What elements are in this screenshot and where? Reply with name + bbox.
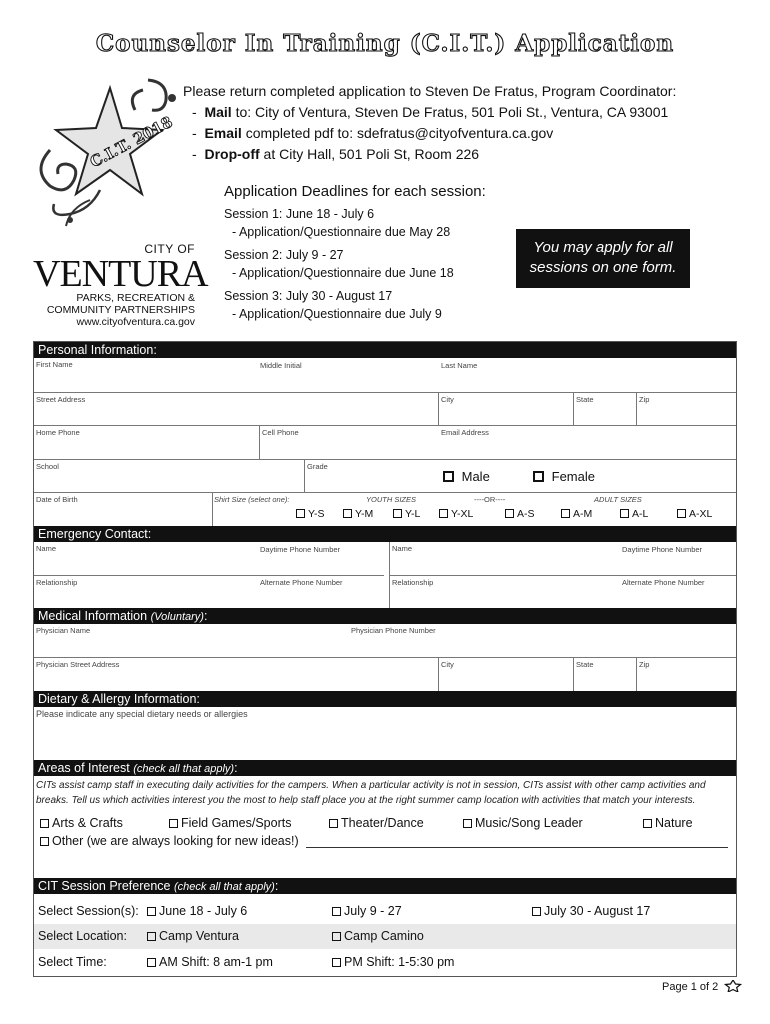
physician-phone-label: Physician Phone Number — [351, 626, 436, 635]
interests-note: (check all that apply) — [133, 763, 235, 775]
dietary-prompt: Please indicate any special dietary needs or allergies — [36, 709, 248, 719]
other-ideas-line[interactable] — [306, 847, 728, 848]
size-a-l-checkbox[interactable] — [620, 509, 629, 518]
mail-text: to: City of Ventura, Steven De Fratus, 501 Poli St., Ventura, CA 93001 — [231, 104, 669, 120]
zip-field[interactable] — [636, 392, 736, 425]
field-games-label: Field Games/Sports — [181, 816, 292, 830]
logo-city-of: CITY OF — [144, 242, 195, 256]
email-label-field: Email Address — [441, 428, 489, 437]
cit-title: CIT Session Preference — [38, 879, 171, 893]
page-number — [662, 980, 742, 993]
time-am-option[interactable] — [147, 955, 273, 969]
physician-zip-label: Zip — [639, 660, 650, 669]
interests-help-text: CITs assist camp staff in executing daily activities for the campers. When a particular activity is not in session, CITs assist with other camp activities and breaks. Tell us which activities interest you the most to help staff place you at the right summer camp location with activities that match your interests. — [36, 780, 706, 806]
size-y-l-label: Y-L — [405, 508, 421, 520]
relationship-label: Relationship — [36, 578, 78, 587]
return-heading: Please return completed application to Steven De Fratus, Program Coordinator: — [183, 83, 677, 99]
location-camino-label: Camp Camino — [344, 929, 424, 943]
cit-note: (check all that apply) — [173, 881, 275, 893]
size-a-m-label: A-M — [573, 508, 593, 520]
session-3-due: - Application/Questionnaire due July 9 — [232, 307, 442, 321]
dob-label: Date of Birth — [36, 495, 78, 504]
field-games-checkbox[interactable] — [169, 819, 178, 828]
location-camino-option[interactable] — [332, 929, 424, 943]
state-label: State — [576, 395, 594, 404]
size-a-l[interactable] — [620, 508, 648, 520]
first-name-label: First Name — [36, 360, 73, 369]
arts-crafts-checkbox[interactable] — [40, 819, 49, 828]
select-location-label: Select Location: — [38, 929, 127, 943]
time-am-label: AM Shift: 8 am-1 pm — [159, 955, 273, 969]
male-option[interactable] — [443, 469, 490, 484]
time-am-checkbox[interactable] — [147, 958, 156, 967]
interest-field-games[interactable] — [169, 816, 291, 830]
cell-phone-field[interactable] — [259, 425, 439, 459]
size-y-xl[interactable] — [439, 508, 473, 520]
deadlines-heading: Application Deadlines for each session: — [224, 183, 486, 200]
interest-other[interactable] — [40, 834, 299, 848]
size-y-xl-checkbox[interactable] — [439, 509, 448, 518]
adult-sizes-label: ADULT SIZES — [594, 495, 642, 504]
music-song-label: Music/Song Leader — [475, 816, 583, 830]
size-a-m-checkbox[interactable] — [561, 509, 570, 518]
session-july-checkbox[interactable] — [332, 907, 341, 916]
logo-url: www.cityofventura.ca.gov — [76, 316, 195, 328]
location-ventura-label: Camp Ventura — [159, 929, 239, 943]
interest-arts-crafts[interactable] — [40, 816, 123, 830]
dietary-section-header: Dietary & Allergy Information: — [34, 691, 736, 707]
medical-note: (Voluntary) — [150, 611, 204, 623]
session-2-due: - Application/Questionnaire due June 18 — [232, 266, 454, 280]
female-label: Female — [551, 469, 595, 484]
size-a-xl[interactable] — [677, 508, 712, 520]
email-field[interactable] — [439, 425, 736, 459]
physician-name-field[interactable] — [34, 624, 349, 657]
home-phone-field[interactable] — [34, 425, 259, 459]
dropoff-instruction: - Drop-off at City Hall, 501 Poli St, Room 226 — [192, 146, 480, 162]
session-august-option[interactable] — [532, 904, 650, 918]
select-location-row — [34, 924, 736, 949]
emergency-name-2-label: Name — [392, 544, 413, 553]
or-label: ----OR---- — [474, 495, 506, 504]
dietary-field[interactable] — [34, 707, 736, 760]
dropoff-text: at City Hall, 501 Poli St, Room 226 — [259, 146, 480, 162]
mail-instruction: - Mail to: City of Ventura, Steven De Fratus, 501 Poli St., Ventura, CA 93001 — [192, 104, 669, 120]
physician-phone-field[interactable] — [349, 624, 736, 657]
location-ventura-option[interactable] — [147, 929, 239, 943]
logo-line-1: PARKS, RECREATION & — [76, 292, 195, 304]
first-name-field[interactable] — [34, 358, 259, 392]
personal-section-header: Personal Information: — [34, 342, 736, 358]
physician-state-field[interactable] — [573, 657, 636, 692]
home-phone-label: Home Phone — [36, 428, 80, 437]
session-june-option[interactable] — [147, 904, 247, 918]
size-y-s-label: Y-S — [308, 508, 325, 520]
cell-phone-label: Cell Phone — [262, 428, 299, 437]
last-name-field[interactable] — [439, 358, 736, 392]
street-address-label: Street Address — [36, 395, 86, 404]
emergency-daytime-2-label: Daytime Phone Number — [622, 545, 703, 554]
grade-label: Grade — [307, 462, 328, 471]
female-checkbox[interactable] — [533, 471, 544, 482]
physician-zip-field[interactable] — [636, 657, 736, 692]
middle-initial-label: Middle Initial — [260, 361, 302, 370]
physician-name-label: Physician Name — [36, 626, 91, 635]
emergency-section-header: Emergency Contact: — [34, 526, 736, 542]
size-a-m[interactable] — [561, 508, 592, 520]
state-field[interactable] — [573, 392, 636, 425]
interests-section-header: Areas of Interest (check all that apply): — [34, 760, 736, 776]
select-session-label: Select Session(s): — [38, 904, 139, 918]
return-instructions — [183, 83, 743, 167]
theater-dance-label: Theater/Dance — [341, 816, 424, 830]
session-1-dates: Session 1: June 18 - July 6 — [224, 207, 375, 221]
location-ventura-checkbox[interactable] — [147, 932, 156, 941]
emergency-name-label: Name — [36, 544, 57, 553]
music-song-checkbox[interactable] — [463, 819, 472, 828]
size-a-s-checkbox[interactable] — [505, 509, 514, 518]
male-label: Male — [461, 469, 490, 484]
nature-checkbox[interactable] — [643, 819, 652, 828]
other-checkbox[interactable] — [40, 837, 49, 846]
zip-label: Zip — [639, 395, 650, 404]
location-camino-checkbox[interactable] — [332, 932, 341, 941]
medical-section-header: Medical Information (Voluntary): — [34, 608, 736, 624]
size-y-m-label: Y-M — [355, 508, 374, 520]
arts-crafts-label: Arts & Crafts — [52, 816, 123, 830]
size-a-l-label: A-L — [632, 508, 649, 520]
street-address-field[interactable] — [34, 392, 438, 425]
size-a-xl-label: A-XL — [689, 508, 713, 520]
page-number-text: Page 1 of 2 — [662, 981, 719, 993]
alternate-phone-label: Alternate Phone Number — [260, 578, 343, 587]
male-checkbox[interactable] — [443, 471, 454, 482]
session-june-label: June 18 - July 6 — [159, 904, 248, 918]
school-field[interactable] — [34, 459, 304, 492]
size-y-l[interactable] — [393, 508, 420, 520]
apply-all-callout — [516, 229, 690, 288]
deadlines-block — [224, 183, 524, 330]
physician-city-field[interactable] — [438, 657, 573, 692]
callout-line-1: You may apply for all — [533, 239, 673, 256]
mail-label: Mail — [204, 104, 232, 120]
alternate-phone-2-label: Alternate Phone Number — [622, 578, 705, 587]
page-title: Counselor In Training (C.I.T.) Application — [95, 30, 675, 57]
session-august-checkbox[interactable] — [532, 907, 541, 916]
session-july-option[interactable] — [332, 904, 402, 918]
size-a-s-label: A-S — [517, 508, 535, 520]
session-1-due: - Application/Questionnaire due May 28 — [232, 225, 451, 239]
select-time-row — [34, 950, 736, 975]
relationship-2-label: Relationship — [392, 578, 434, 587]
school-label: School — [36, 462, 59, 471]
time-pm-checkbox[interactable] — [332, 958, 341, 967]
select-time-label: Select Time: — [38, 955, 107, 969]
shirt-size-label: Shirt Size (select one): — [214, 495, 290, 504]
size-y-l-checkbox[interactable] — [393, 509, 402, 518]
youth-sizes-label: YOUTH SIZES — [366, 495, 417, 504]
other-label: Other (we are always looking for new ideas!) — [52, 834, 299, 848]
size-y-m[interactable] — [343, 508, 373, 520]
female-option[interactable] — [533, 469, 595, 484]
application-form — [33, 341, 737, 977]
size-y-m-checkbox[interactable] — [343, 509, 352, 518]
email-label: Email — [204, 125, 242, 141]
size-a-s[interactable] — [505, 508, 535, 520]
select-session-row — [34, 899, 736, 924]
interests-title: Areas of Interest — [38, 761, 130, 775]
nature-label: Nature — [655, 816, 693, 830]
session-june-checkbox[interactable] — [147, 907, 156, 916]
physician-street-field[interactable] — [34, 657, 438, 692]
last-name-label: Last Name — [441, 361, 478, 370]
cit-section-header: CIT Session Preference (check all that apply): — [34, 878, 736, 894]
physician-state-label: State — [576, 660, 594, 669]
interest-music-song[interactable] — [463, 816, 583, 830]
logo-line-2: COMMUNITY PARTNERSHIPS — [46, 304, 195, 316]
time-pm-label: PM Shift: 1-5:30 pm — [344, 955, 455, 969]
session-3-dates: Session 3: July 30 - August 17 — [224, 289, 393, 303]
physician-city-label: City — [441, 660, 454, 669]
interest-nature[interactable] — [643, 816, 693, 830]
email-instruction: - Email completed pdf to: sdefratus@cityofventura.ca.gov — [192, 125, 554, 141]
session-august-label: July 30 - August 17 — [544, 904, 651, 918]
middle-initial-field[interactable] — [259, 358, 439, 392]
session-july-label: July 9 - 27 — [344, 904, 402, 918]
size-y-s[interactable] — [296, 508, 325, 520]
callout-line-2: sessions on one form. — [529, 259, 677, 276]
logo-ventura: VENTURA — [33, 253, 208, 295]
dropoff-label: Drop-off — [204, 146, 260, 162]
emergency-daytime-label: Daytime Phone Number — [260, 545, 341, 554]
grade-field[interactable] — [304, 459, 439, 492]
interest-theater-dance[interactable] — [329, 816, 424, 830]
physician-street-label: Physician Street Address — [36, 660, 120, 669]
city-logo — [33, 242, 208, 328]
size-a-xl-checkbox[interactable] — [677, 509, 686, 518]
city-label: City — [441, 395, 454, 404]
size-y-xl-label: Y-XL — [451, 508, 474, 520]
theater-dance-checkbox[interactable] — [329, 819, 338, 828]
medical-title: Medical Information — [38, 609, 148, 623]
size-y-s-checkbox[interactable] — [296, 509, 305, 518]
session-2-dates: Session 2: July 9 - 27 — [224, 248, 344, 262]
dob-field[interactable] — [34, 492, 212, 526]
email-text: completed pdf to: sdefratus@cityofventura.ca.gov — [241, 125, 554, 141]
time-pm-option[interactable] — [332, 955, 454, 969]
badge-text: C.I.T. 2018 — [87, 112, 176, 172]
small-star-icon — [724, 980, 742, 992]
city-field[interactable] — [438, 392, 573, 425]
